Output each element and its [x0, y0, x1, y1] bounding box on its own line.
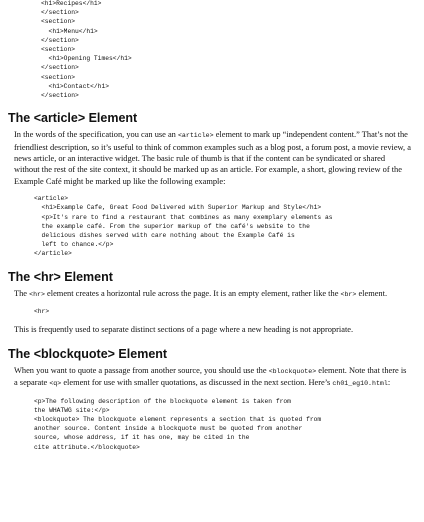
bq-text-1: When you want to quote a passage from another source, you should use the: [14, 365, 269, 375]
bq-text-4: :: [387, 378, 391, 388]
hr-inline-code-1: <hr>: [29, 290, 45, 298]
article-text-1: In the words of the specification, you can use an: [14, 130, 178, 140]
hr-paragraph-2: This is frequently used to separate distinct sections of a page where a new heading is not appropriate.: [14, 325, 354, 335]
hr-text-3: element.: [356, 288, 388, 298]
bq-text-3: element for use with smaller quotations, as discussed in the next section. Here’s: [61, 378, 333, 388]
article-paragraph: [14, 129, 412, 187]
hr-text-1: The: [14, 288, 30, 298]
article-heading: The <article> Element: [8, 111, 138, 126]
article-text-2: element to mark up “independent content.” That’s not the friendliest description, so it’s useful to think of common examples such as a blog post, a forum post, a movie review, a news article, or an interactive widget. The basic rule of thumb is that if the content can be syndicated or shared without the rest of the site context, it should be marked up as an article. For example, a short, glowing review of the Example Café might be marked up like the following example:: [14, 130, 411, 186]
code-sections-example: <h1>Recipes</h1> </section> <section> <h1>Menu</h1> </section> <section> <h1>Opening Times</h1> </section> <section> <h1>Contact</h1> </section>: [41, 0, 132, 100]
bq-inline-code-3: ch01_eg10.html: [332, 380, 388, 388]
code-article-example: <article> <h1>Example Cafe, Great Food Delivered with Superior Markup and Style</h1> <p>It's rare to find a restaurant that combines as many exemplary elements as the example café. From the superior markup of the café's website to the delicious dishes served with care nothing about the Example Café is left to chance.</p> </article>: [34, 195, 333, 258]
bq-inline-code-2: <q>: [49, 380, 62, 388]
blockquote-heading: The <blockquote> Element: [8, 346, 168, 361]
bq-inline-code-1: <blockquote>: [268, 367, 317, 375]
hr-text-2: element creates a horizontal rule across the page. It is an empty element, rather like the: [44, 288, 341, 298]
code-hr-example: <hr>: [34, 308, 50, 316]
code-blockquote-example: <p>The following description of the blockquote element is taken from the WHATWG site:</p> <blockquote> The blockquote element represents a section that is quoted from another source. Content inside a blockquote must be quoted from another source, whose address, if it has one, may be cited in the cite attribute.</blockquote>: [34, 397, 322, 451]
blockquote-paragraph: [14, 365, 412, 390]
hr-heading: The <hr> Element: [8, 269, 113, 284]
bq-text-2: element. Note that there is a separate: [14, 365, 407, 388]
hr-paragraph: [14, 288, 412, 300]
hr-inline-code-2: <br>: [340, 290, 357, 298]
article-inline-code: <article>: [177, 132, 214, 140]
